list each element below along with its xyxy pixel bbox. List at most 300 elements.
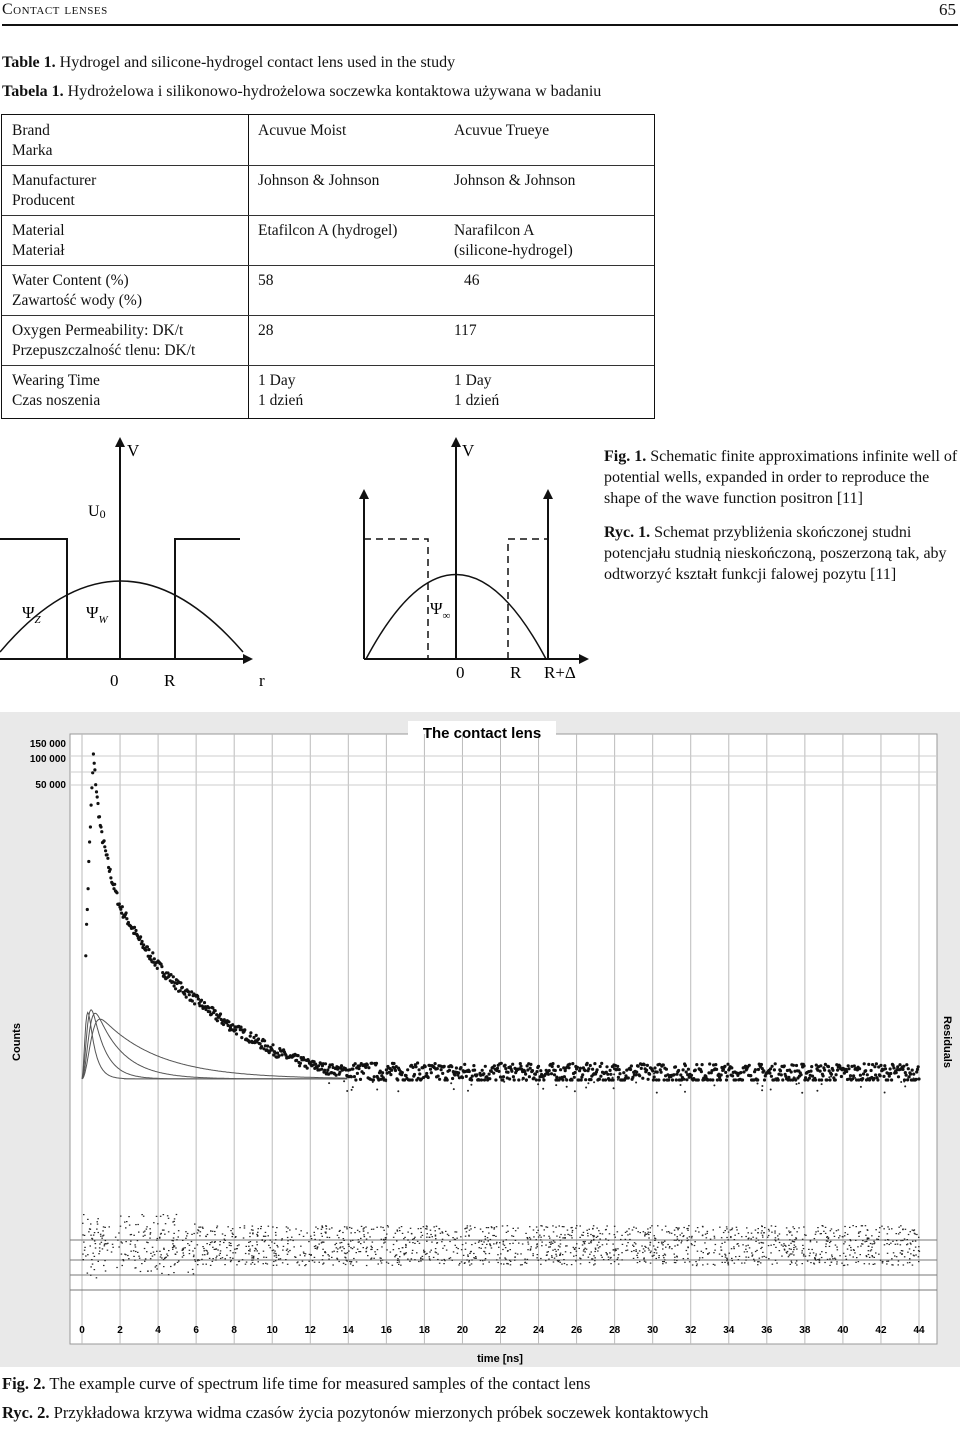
residual-point	[249, 1249, 251, 1250]
data-point	[89, 825, 92, 828]
residual-point	[426, 1253, 428, 1254]
residual-point	[130, 1241, 132, 1242]
residual-point	[485, 1247, 487, 1248]
residual-point	[844, 1235, 846, 1236]
residual-point	[714, 1236, 716, 1237]
data-point	[183, 993, 186, 996]
residual-point	[674, 1254, 676, 1255]
residual-point	[453, 1251, 455, 1252]
residual-point	[90, 1275, 92, 1276]
residual-point	[589, 1229, 591, 1230]
data-point	[200, 999, 203, 1002]
data-point	[494, 1078, 497, 1081]
residual-point	[815, 1231, 817, 1232]
data-point	[629, 1068, 632, 1071]
data-point	[830, 1073, 833, 1076]
residual-point	[734, 1263, 736, 1264]
residual-point	[98, 1261, 100, 1262]
residual-point	[599, 1246, 601, 1247]
residual-point	[606, 1253, 608, 1254]
residual-point	[410, 1228, 412, 1229]
residual-point	[605, 1238, 607, 1239]
residual-point	[147, 1242, 149, 1243]
residual-point	[176, 1214, 178, 1215]
residual-point	[257, 1232, 259, 1233]
data-point	[367, 1066, 370, 1069]
data-point	[411, 1078, 414, 1081]
data-point	[730, 1066, 733, 1069]
data-point	[481, 1069, 484, 1072]
residual-point	[467, 1254, 469, 1255]
residual-point	[430, 1234, 432, 1235]
residual-point	[511, 1235, 512, 1236]
residual-point	[178, 1261, 180, 1262]
residual-point	[491, 1247, 493, 1248]
residual-point	[915, 1234, 917, 1235]
data-point	[401, 1071, 404, 1074]
residual-point	[168, 1231, 170, 1232]
residual-point	[580, 1258, 582, 1259]
x-tick-label: 0	[79, 1325, 85, 1336]
residual-point	[135, 1267, 137, 1268]
residual-point	[687, 1246, 689, 1247]
residual-point	[470, 1225, 472, 1226]
residual-point	[435, 1235, 437, 1236]
residual-point	[336, 1243, 338, 1244]
residual-point	[300, 1230, 302, 1231]
residual-point	[633, 1258, 635, 1259]
data-point	[795, 1064, 798, 1067]
data-point	[430, 1071, 433, 1074]
residual-point	[825, 1246, 827, 1247]
data-point	[147, 948, 150, 951]
data-point	[328, 1082, 330, 1084]
residual-point	[538, 1260, 540, 1261]
residual-point	[348, 1246, 350, 1247]
residual-point	[507, 1225, 509, 1226]
residual-point	[713, 1264, 715, 1265]
data-point	[134, 929, 137, 932]
row-label-line1: Material	[12, 222, 65, 239]
residual-point	[896, 1240, 898, 1241]
residual-point	[539, 1235, 541, 1236]
residual-point	[366, 1248, 368, 1249]
residual-point	[608, 1240, 610, 1241]
residual-point	[195, 1261, 197, 1262]
residual-point	[252, 1230, 254, 1231]
residual-point	[442, 1239, 444, 1240]
residual-point	[547, 1227, 549, 1228]
residual-point	[326, 1226, 328, 1227]
residual-point	[748, 1257, 750, 1258]
row-label-line1: Oxygen Permeability: DK/t	[12, 322, 184, 339]
data-point	[88, 840, 91, 843]
residual-point	[105, 1243, 107, 1244]
data-point	[874, 1073, 877, 1076]
residual-point	[614, 1226, 616, 1227]
table-row	[2, 365, 654, 415]
residual-point	[254, 1250, 256, 1251]
data-point	[366, 1063, 369, 1066]
residual-point	[144, 1231, 146, 1232]
data-point	[239, 1026, 242, 1029]
residual-point	[643, 1231, 645, 1232]
residual-point	[674, 1234, 676, 1235]
residual-point	[371, 1258, 373, 1259]
residual-point	[882, 1261, 884, 1262]
residual-point	[275, 1232, 277, 1233]
x-tick-label: 18	[418, 1325, 430, 1336]
residual-point	[522, 1243, 524, 1244]
residual-point	[726, 1226, 728, 1227]
residual-point	[183, 1252, 185, 1253]
residual-point	[252, 1262, 254, 1263]
residual-point	[674, 1262, 676, 1263]
data-point	[450, 1065, 453, 1068]
data-point	[488, 1073, 491, 1076]
residual-point	[918, 1256, 920, 1257]
residual-point	[725, 1257, 727, 1258]
data-point	[480, 1078, 483, 1081]
residual-point	[393, 1249, 395, 1250]
data-point	[461, 1076, 464, 1079]
residual-point	[232, 1258, 234, 1259]
residual-point	[341, 1242, 343, 1243]
residual-point	[205, 1250, 207, 1251]
residual-point	[349, 1227, 351, 1228]
residual-point	[386, 1262, 388, 1263]
data-point	[414, 1065, 417, 1068]
residual-point	[106, 1243, 108, 1244]
data-point	[467, 1090, 469, 1092]
residual-point	[583, 1241, 585, 1242]
residual-point	[480, 1260, 482, 1261]
residual-point	[387, 1225, 389, 1226]
data-point	[907, 1077, 909, 1079]
residual-point	[295, 1257, 297, 1258]
residual-point	[793, 1249, 795, 1250]
residual-point	[485, 1239, 487, 1240]
residual-point	[694, 1245, 696, 1246]
residual-point	[153, 1252, 155, 1253]
acuvue-moist-value	[258, 321, 448, 341]
residual-point	[808, 1249, 810, 1250]
residual-point	[817, 1259, 819, 1260]
residual-point	[276, 1227, 278, 1228]
residual-point	[248, 1253, 250, 1254]
residual-point	[463, 1255, 465, 1256]
residual-point	[125, 1227, 127, 1228]
residual-point	[614, 1234, 616, 1235]
residual-point	[643, 1258, 645, 1259]
data-point	[555, 1084, 557, 1086]
data-point	[93, 762, 96, 765]
residual-point	[725, 1230, 727, 1231]
residual-point	[665, 1254, 667, 1255]
residual-point	[318, 1244, 320, 1245]
residual-point	[810, 1241, 812, 1242]
row-label	[12, 221, 242, 261]
residual-point	[395, 1233, 397, 1234]
residual-point	[621, 1235, 623, 1236]
residual-point	[707, 1253, 709, 1254]
y-tick-label: 150 000	[29, 739, 66, 750]
residual-point	[203, 1248, 205, 1249]
residual-point	[100, 1236, 102, 1237]
residual-point	[227, 1226, 229, 1227]
residual-point	[400, 1251, 402, 1252]
data-point	[416, 1061, 419, 1064]
residual-point	[537, 1243, 539, 1244]
data-point	[185, 996, 188, 999]
data-point	[635, 1071, 638, 1074]
residual-point	[854, 1252, 856, 1253]
residual-point	[460, 1236, 462, 1237]
residual-point	[825, 1243, 827, 1244]
residual-point	[794, 1241, 796, 1242]
residual-point	[537, 1230, 539, 1231]
residual-point	[850, 1247, 852, 1248]
residual-point	[681, 1241, 683, 1242]
residual-point	[723, 1232, 725, 1233]
data-point	[622, 1071, 625, 1074]
residual-point	[281, 1238, 283, 1239]
residual-point	[224, 1264, 226, 1265]
residual-point	[452, 1237, 454, 1238]
residual-point	[356, 1252, 358, 1253]
residual-point	[527, 1259, 529, 1260]
residual-point	[150, 1258, 152, 1259]
residual-point	[104, 1227, 106, 1228]
data-point	[243, 1028, 246, 1031]
residual-point	[540, 1239, 542, 1240]
residual-point	[459, 1263, 461, 1264]
residual-point	[770, 1252, 772, 1253]
residual-point	[560, 1253, 562, 1254]
residual-point	[358, 1242, 360, 1243]
residual-point	[246, 1246, 248, 1247]
residual-point	[864, 1241, 866, 1242]
row-label-line1: Manufacturer	[12, 172, 97, 189]
residual-point	[841, 1263, 843, 1264]
data-point	[656, 1071, 659, 1074]
residual-point	[513, 1228, 515, 1229]
residual-point	[792, 1251, 794, 1252]
acuvue-trueye-value	[454, 221, 654, 261]
residual-point	[709, 1252, 711, 1253]
x-tick-label: 24	[532, 1325, 545, 1336]
residual-point	[769, 1230, 771, 1231]
residual-point	[654, 1235, 656, 1236]
residual-point	[300, 1255, 302, 1256]
data-point	[879, 1074, 882, 1077]
fig1-r-delta: R+Δ	[544, 663, 576, 682]
residual-point	[898, 1261, 900, 1262]
residual-point	[338, 1237, 340, 1238]
data-point	[503, 1081, 505, 1083]
residual-point	[627, 1234, 629, 1235]
residual-point	[560, 1243, 562, 1244]
residual-point	[650, 1232, 652, 1233]
data-point	[634, 1073, 637, 1076]
residual-point	[900, 1252, 902, 1253]
data-point	[259, 1042, 262, 1045]
data-point	[436, 1067, 439, 1070]
residual-point	[471, 1244, 473, 1245]
data-point	[90, 804, 93, 807]
residual-point	[138, 1232, 140, 1233]
residual-point	[738, 1245, 740, 1246]
residual-point	[339, 1242, 341, 1243]
residual-point	[701, 1251, 703, 1252]
residual-point	[887, 1226, 889, 1227]
residual-point	[862, 1225, 864, 1226]
data-point	[803, 1064, 806, 1067]
residual-point	[656, 1258, 658, 1259]
residual-point	[160, 1216, 162, 1217]
fig1-v-left-label: V	[127, 441, 140, 460]
residual-point	[909, 1258, 911, 1259]
residual-point	[465, 1243, 467, 1244]
residual-point	[249, 1250, 251, 1251]
residual-point	[493, 1243, 495, 1244]
residual-point	[745, 1249, 747, 1250]
data-point	[484, 1065, 487, 1068]
residual-point	[518, 1243, 520, 1244]
data-point	[179, 981, 182, 984]
residual-point	[285, 1259, 287, 1260]
residual-point	[778, 1238, 780, 1239]
residual-point	[802, 1250, 804, 1251]
data-point	[777, 1078, 780, 1081]
residual-point	[154, 1254, 156, 1255]
data-point	[219, 1012, 222, 1015]
data-point	[672, 1073, 675, 1076]
residual-point	[341, 1250, 343, 1251]
residual-point	[193, 1256, 195, 1257]
residual-point	[731, 1258, 733, 1259]
residual-point	[787, 1251, 789, 1252]
residual-point	[719, 1227, 721, 1228]
residual-point	[762, 1252, 764, 1253]
residual-point	[595, 1249, 597, 1250]
residual-point	[530, 1248, 532, 1249]
residual-point	[598, 1242, 600, 1243]
data-point	[373, 1075, 376, 1078]
data-point	[141, 940, 144, 943]
residual-point	[829, 1265, 831, 1266]
residual-point	[210, 1231, 212, 1232]
residual-point	[475, 1243, 477, 1244]
table1-caption-pl	[2, 82, 601, 102]
residual-point	[202, 1227, 204, 1228]
residual-point	[422, 1256, 424, 1257]
residual-point	[322, 1259, 324, 1260]
residual-point	[144, 1235, 146, 1236]
residual-point	[552, 1250, 554, 1251]
residual-point	[875, 1229, 877, 1230]
data-point	[711, 1078, 714, 1081]
residual-point	[446, 1250, 448, 1251]
residual-point	[84, 1235, 86, 1236]
residual-point	[548, 1259, 550, 1260]
residual-point	[202, 1264, 204, 1265]
data-point	[249, 1035, 252, 1038]
residual-point	[230, 1261, 232, 1262]
acuvue-moist-value	[258, 221, 448, 241]
residual-point	[813, 1252, 815, 1253]
data-point	[457, 1071, 460, 1074]
residual-point	[332, 1251, 334, 1252]
row-label	[12, 321, 242, 361]
residual-point	[898, 1264, 900, 1265]
residual-point	[496, 1243, 498, 1244]
residual-point	[232, 1252, 234, 1253]
residual-point	[762, 1256, 764, 1257]
data-point	[519, 1065, 522, 1068]
residual-point	[676, 1260, 678, 1261]
residual-point	[836, 1263, 838, 1264]
residual-point	[883, 1228, 885, 1229]
residual-point	[252, 1226, 254, 1227]
residual-point	[482, 1244, 484, 1245]
residual-point	[164, 1234, 166, 1235]
acuvue-trueye-value	[454, 321, 654, 341]
residual-point	[860, 1231, 862, 1232]
residual-point	[727, 1239, 729, 1240]
residual-point	[892, 1264, 894, 1265]
residual-point	[287, 1264, 289, 1265]
residual-point	[441, 1260, 443, 1261]
residual-point	[444, 1259, 446, 1260]
residual-point	[232, 1234, 234, 1235]
data-point	[570, 1078, 573, 1081]
fig1-caption	[604, 446, 960, 585]
residual-point	[647, 1228, 649, 1229]
residual-point	[435, 1248, 437, 1249]
residual-point	[167, 1215, 169, 1216]
residual-point	[601, 1255, 603, 1256]
residual-point	[273, 1253, 275, 1254]
residual-point	[393, 1244, 395, 1245]
residual-point	[868, 1238, 870, 1239]
residual-point	[212, 1261, 214, 1262]
residual-point	[763, 1232, 765, 1233]
residual-point	[658, 1255, 660, 1256]
data-point	[638, 1074, 641, 1077]
residual-point	[258, 1261, 260, 1262]
residual-point	[855, 1262, 857, 1263]
residual-point	[99, 1251, 101, 1252]
residual-point	[374, 1251, 376, 1252]
residual-point	[289, 1229, 291, 1230]
data-point	[512, 1075, 515, 1078]
residual-point	[527, 1238, 529, 1239]
residual-point	[878, 1254, 880, 1255]
residual-point	[124, 1222, 126, 1223]
residual-point	[386, 1234, 388, 1235]
data-point	[473, 1069, 476, 1072]
residual-point	[725, 1255, 727, 1256]
residual-point	[736, 1229, 738, 1230]
residual-point	[872, 1243, 874, 1244]
residual-point	[286, 1250, 288, 1251]
data-point	[684, 1091, 686, 1093]
residual-point	[669, 1246, 671, 1247]
residual-point	[214, 1241, 216, 1242]
residual-point	[123, 1260, 125, 1261]
residual-point	[248, 1250, 250, 1251]
